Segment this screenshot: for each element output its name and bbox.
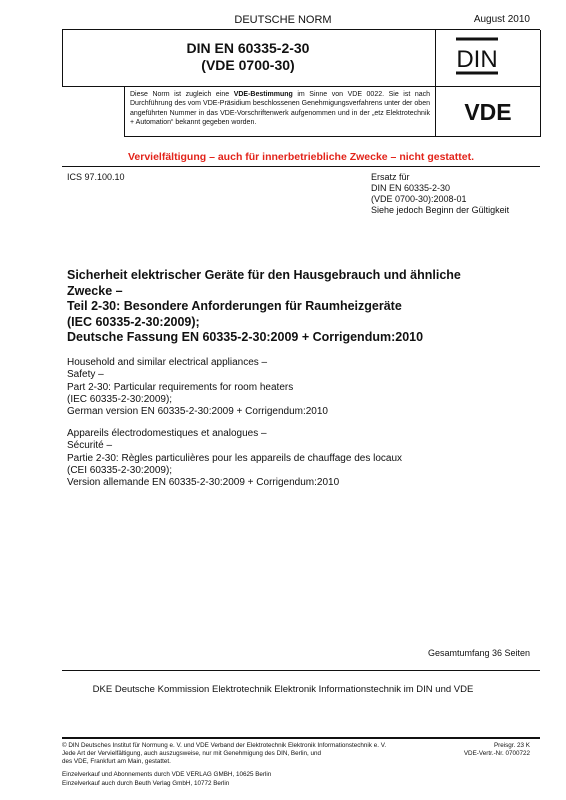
document-title-english — [67, 357, 527, 418]
title-line: Household and similar electrical appliances – — [67, 357, 268, 368]
replacement-line: DIN EN 60335-2-30 — [371, 183, 451, 193]
note-prefix: Diese Norm ist zugleich eine — [130, 91, 234, 98]
ics-code: ICS 97.100.10 — [67, 172, 125, 182]
din-logo — [456, 36, 498, 76]
title-line: Deutsche Fassung EN 60335-2-30:2009 + Corrigendum:2010 — [67, 330, 424, 344]
title-line: (CEI 60335-2-30:2009); — [67, 464, 173, 476]
din-logo-text: DIN — [456, 46, 498, 73]
warning-rule — [62, 166, 540, 167]
title-line: Partie 2-30: Règles particulières pour les appareils de chauffage des locaux — [67, 452, 403, 464]
copyright-line: des VDE, Frankfurt am Main, gestattet. — [62, 758, 171, 765]
dke-commission: DKE Deutsche Kommission Elektrotechnik Elektronik Informationstechnik im DIN und VDE — [92, 684, 474, 695]
note-rest: im Sinne von VDE 0022. Sie ist nach Durchführung des vom VDE-Präsidium beschlossenen Genehmigungsverfahrens unter der oben angeführten Nummer in das VDE-Vorschriftenwerk aufgenommen und in der „etz Elektrotechnik + Automation“ bekannt gegeben worden. — [130, 91, 430, 127]
replacement-info — [371, 172, 509, 216]
title-line: Safety – — [67, 369, 104, 381]
price-group: Preisgr. 23 K — [493, 742, 530, 749]
norm-type-label: DEUTSCHE NORM — [234, 14, 332, 26]
title-line: Sécurité – — [67, 440, 113, 452]
replacement-line: Ersatz für — [371, 172, 410, 182]
title-line: Part 2-30: Particular requirements for room heaters — [67, 381, 294, 393]
vde-number: (VDE 0700-30) — [201, 57, 295, 73]
vde-logo-text: VDE — [464, 99, 512, 125]
copyright-notice — [62, 742, 412, 766]
title-line: Sicherheit elektrischer Geräte für den Hausgebrauch und ähnliche — [67, 268, 461, 282]
document-title-german — [67, 268, 527, 346]
total-pages: Gesamtumfang 36 Seiten — [427, 648, 530, 658]
replacement-line: (VDE 0700-30):2008-01 — [371, 194, 467, 204]
title-line: Zwecke – — [67, 283, 123, 298]
title-line: Teil 2-30: Besondere Anforderungen für Raumheizgeräte — [67, 299, 402, 313]
vde-logo — [452, 99, 524, 125]
title-line: Version allemande EN 60335-2-30:2009 + Corrigendum:2010 — [67, 477, 340, 489]
title-line: (IEC 60335-2-30:2009); — [67, 393, 173, 405]
sales-line: Einzelverkauf auch durch Beuth Verlag GmbH, 10772 Berlin — [62, 780, 230, 787]
sales-info — [62, 770, 462, 788]
publication-date: August 2010 — [473, 14, 530, 25]
vde-determination-note — [130, 90, 430, 128]
copyright-line: © DIN Deutsches Institut für Normung e. V. und VDE Verband der Elektrotechnik Elektronik Informationstechnik e. V. — [62, 742, 387, 749]
copy-warning: Vervielfältigung – auch für innerbetriebliche Zwecke – nicht gestattet. — [127, 151, 474, 163]
title-line: German version EN 60335-2-30:2009 + Corrigendum:2010 — [67, 406, 328, 418]
pages-rule — [62, 670, 540, 671]
footer-rule — [62, 737, 540, 739]
standard-number: DIN EN 60335-2-30 — [186, 40, 310, 56]
order-number: VDE-Vertr.-Nr. 0700722 — [463, 750, 530, 757]
sales-line: Einzelverkauf und Abonnements durch VDE VERLAG GMBH, 10625 Berlin — [62, 771, 272, 778]
replacement-line: Siehe jedoch Beginn der Gültigkeit — [371, 205, 510, 215]
title-line: (IEC 60335-2-30:2009); — [67, 314, 200, 329]
note-bold: VDE-Bestimmung — [233, 91, 293, 98]
price-info — [464, 742, 530, 758]
title-line: Appareils électrodomestiques et analogues – — [67, 428, 267, 439]
copyright-line: Jede Art der Vervielfältigung, auch auszugsweise, nur mit Genehmigung des DIN, Berlin, und — [62, 750, 322, 757]
document-title-french — [67, 428, 527, 489]
